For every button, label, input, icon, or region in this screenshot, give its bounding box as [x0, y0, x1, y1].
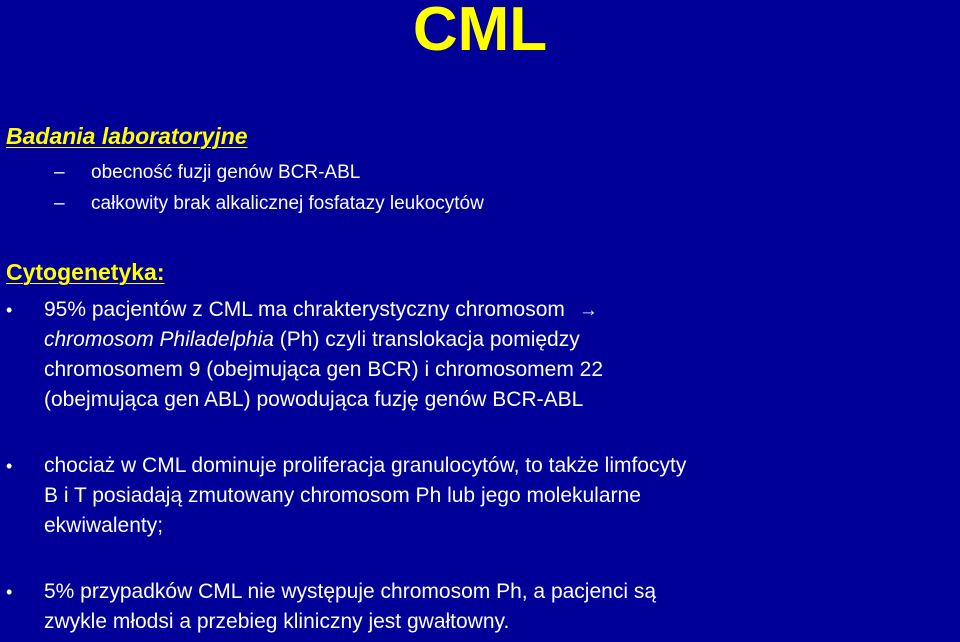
bullet-marker: •	[6, 456, 13, 476]
section-heading-cytogenetics: Cytogenetyka:	[6, 259, 165, 285]
bullet-line-text: (Ph) czyli translokacja pomiędzy	[273, 328, 580, 351]
slide-title: CML	[412, 0, 548, 64]
bullet-line-text: chromosomem 9 (obejmująca gen BCR) i chromosomem 22	[44, 358, 604, 381]
list-item-text: całkowity brak alkalicznej fosfatazy leukocytów	[91, 193, 484, 214]
section-heading-lab-tests: Badania laboratoryjne	[6, 123, 248, 149]
philadelphia-term: chromosom Philadelphia	[44, 328, 274, 351]
dash-marker: –	[54, 162, 65, 183]
bullet-line-text: chociaż w CML dominuje proliferacja granulocytów, to także limfocyty	[44, 454, 687, 477]
bullet-marker: •	[6, 582, 13, 602]
dash-marker: –	[54, 193, 65, 214]
bullet-line	[44, 295, 603, 325]
bullet-line-text: ekwiwalenty;	[44, 514, 164, 537]
bullet-line-text: B i T posiadają zmutowany chromosom Ph lub jego molekularne	[44, 484, 641, 507]
bullet-marker: •	[6, 300, 13, 320]
bullet-line-text: 95% pacjentów z CML ma chrakterystyczny chromosom	[44, 298, 565, 321]
right-arrow-icon: →	[578, 300, 598, 321]
bullet-line-text: zwykle młodsi a przebieg kliniczny jest gwałtowny.	[44, 610, 510, 633]
bullet-line	[44, 325, 603, 355]
bullet-line-text: 5% przypadków CML nie występuje chromosom Ph, a pacjenci są	[44, 580, 657, 603]
list-item-text: obecność fuzji genów BCR-ABL	[91, 162, 361, 183]
bullet-line-text: (obejmująca gen ABL) powodująca fuzję genów BCR-ABL	[44, 388, 584, 411]
